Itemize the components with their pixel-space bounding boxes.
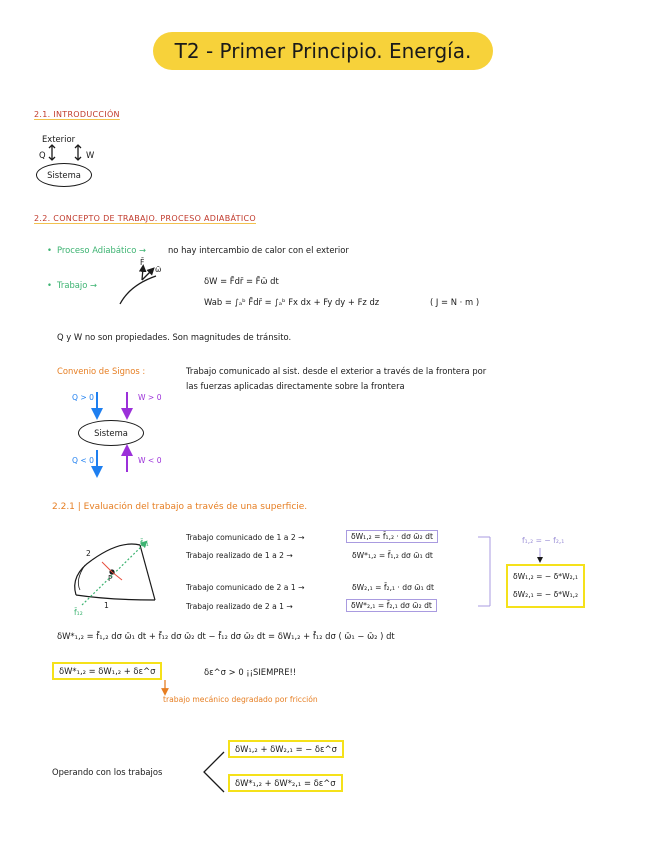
sign-arrows <box>97 392 127 472</box>
trabajo-label: Trabajo → <box>57 280 98 290</box>
bullet-dot-1: • <box>47 245 52 255</box>
sistema-ellipse: Sistema <box>36 163 92 187</box>
boxed-equation: δW*₁,₂ = δW₁,₂ + δε^σ <box>52 662 162 680</box>
q-positive-label: Q > 0 <box>72 393 94 402</box>
eq-dw: δW = F̄dr̄ = F̄ω̄ dt <box>204 276 279 286</box>
adiabatico-text: no hay intercambio de calor con el exterior <box>168 245 349 255</box>
side-eq-2: δW₂,₁ = − δ*W₁,₂ <box>513 590 579 599</box>
bullet-dot-2: • <box>47 280 52 290</box>
operando-brace <box>204 752 224 792</box>
friction-note: trabajo mecánico degradado por fricción <box>163 695 318 704</box>
q-label: Q <box>39 150 46 160</box>
omega-label: ω̄ <box>155 265 162 274</box>
section-2-2-heading: 2.2. CONCEPTO DE TRABAJO. PROCESO ADIABÁTICO <box>34 214 256 223</box>
operando-text: Operando con los trabajos <box>52 767 163 777</box>
row-1-text: Trabajo comunicado de 1 a 2 → <box>186 533 305 542</box>
row-4-text: Trabajo realizado de 2 a 1 → <box>186 602 293 611</box>
eq-wab: Wab = ∫ₐᵇ F̄dr̄ = ∫ₐᵇ Fx dx + Fy dy + Fz dz <box>204 297 380 307</box>
convenio-text-2: las fuerzas aplicadas directamente sobre la frontera <box>186 381 405 391</box>
adiabatico-label: Proceso Adiabático → <box>57 245 147 255</box>
w-negative-label: W < 0 <box>138 456 162 465</box>
convenio-label: Convenio de Signos : <box>57 366 146 376</box>
eq-w12-star: δW*₁,₂ = f̄₁,₂ dσ ω̄₁ dt <box>352 551 433 560</box>
connectors <box>478 537 540 606</box>
w-positive-label: W > 0 <box>138 393 162 402</box>
row-2-text: Trabajo realizado de 1 a 2 → <box>186 551 293 560</box>
side-2-label: 2 <box>86 549 91 558</box>
w-label: W <box>86 150 95 160</box>
side-note: f₁,₂ = − f₂,₁ <box>522 536 565 545</box>
section-2-2-1-heading: 2.2.1 | Evaluación del trabajo a través de una superficie. <box>52 502 308 512</box>
trajectory-sketch <box>120 268 156 304</box>
long-equation: δW*₁,₂ = f̄₁,₂ dσ ω̄₁ dt + f̄₁₂ dσ ω̄₂ dt − f̄₁₂ dσ ω̄₂ dt = δW₁,₂ + f̄₁₂ dσ ( ω̄₁ − ω̄₂ ) dt <box>57 631 395 641</box>
section-2-1-heading: 2.1. INTRODUCCIÓN <box>34 110 120 119</box>
f21-label: f̄₂₁ <box>140 539 149 548</box>
op-eq-2: δW*₁,₂ + δW*₂,₁ = δε^σ <box>228 774 343 792</box>
sistema-ellipse-2: Sistema <box>78 420 144 446</box>
eq-w21-star-box: δW*₂,₁ = f̄₂,₁ dσ ω̄₂ dt <box>346 599 437 612</box>
heat-work-arrows <box>49 145 81 160</box>
siempre-text: δε^σ > 0 ¡¡SIEMPRE!! <box>204 667 297 677</box>
eq-w21: δW₂,₁ = f̄₂,₁ · dσ ω̄₁ dt <box>352 583 434 592</box>
q-negative-label: Q < 0 <box>72 456 94 465</box>
surface-sketch <box>75 543 155 605</box>
page-title: T2 - Primer Principio. Energía. <box>153 32 493 70</box>
convenio-text-1: Trabajo comunicado al sist. desde el exterior a través de la frontera por <box>186 366 487 376</box>
row-3-text: Trabajo comunicado de 2 a 1 → <box>186 583 305 592</box>
magnitudes-note: Q y W no son propiedades. Son magnitudes de tránsito. <box>57 332 292 342</box>
exterior-label: Exterior <box>42 134 76 144</box>
units-label: ( J = N · m ) <box>430 297 480 307</box>
side-1-label: 1 <box>104 601 109 610</box>
point-p-label: P <box>108 574 113 583</box>
f12-label: f̄₁₂ <box>74 608 83 617</box>
eq-w12-box: δW₁,₂ = f̄₁,₂ · dσ ω̄₂ dt <box>346 530 438 543</box>
force-label: F̄ <box>140 258 145 267</box>
side-eq-1: δW₁,₂ = − δ*W₂,₁ <box>513 572 579 581</box>
op-eq-1: δW₁,₂ + δW₂,₁ = − δε^σ <box>228 740 344 758</box>
